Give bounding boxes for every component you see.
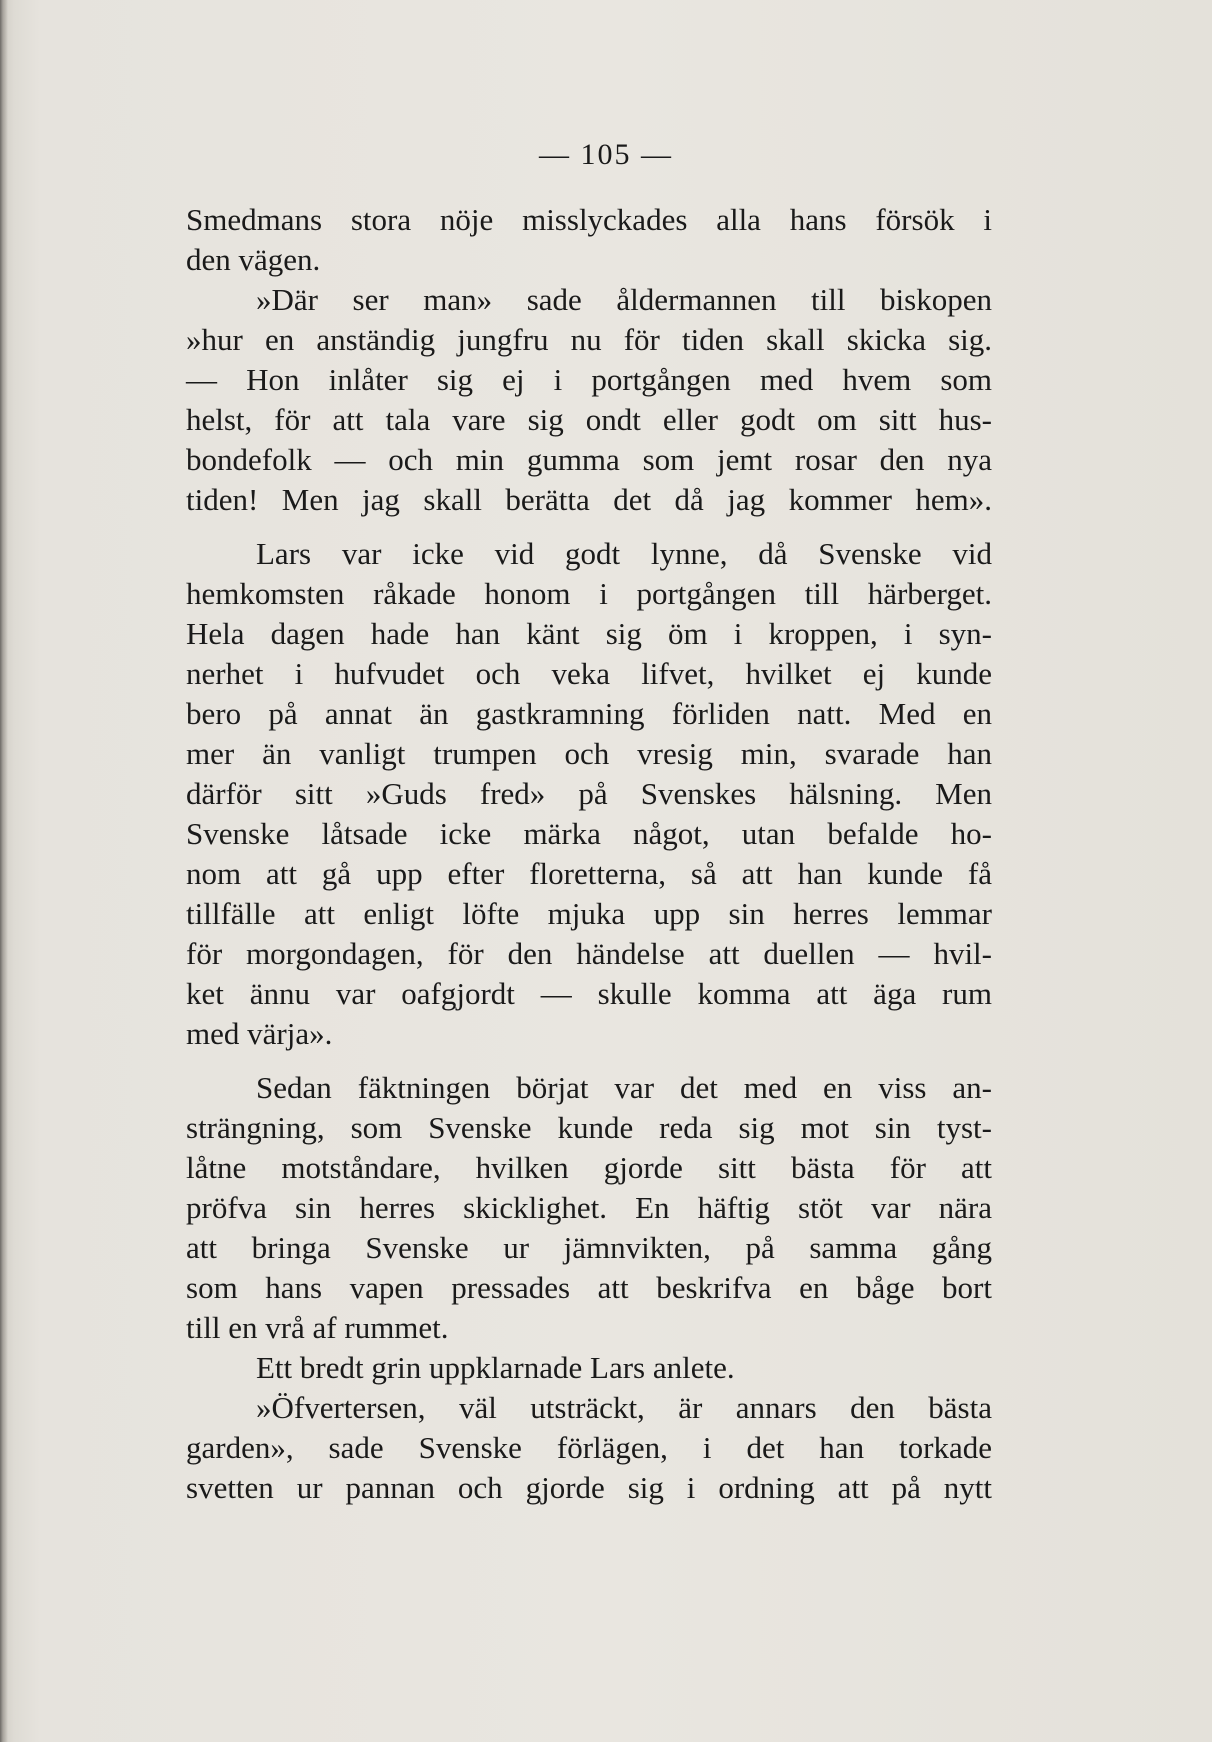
text-line: helst, för att tala vare sig ondt eller godt om sitt hus- (186, 402, 992, 437)
text-line: Smedmans stora nöje misslyckades alla hans försök i (186, 202, 992, 237)
text-line: svetten ur pannan och gjorde sig i ordning att på nytt (186, 1470, 992, 1505)
text-line: »hur en anständig jungfru nu för tiden skall skicka sig. (186, 322, 992, 357)
text-line: nerhet i hufvudet och veka lifvet, hvilket ej kunde (186, 656, 992, 691)
text-line: tiden! Men jag skall berätta det då jag kommer hem». (186, 482, 992, 517)
text-line: Lars var icke vid godt lynne, då Svenske vid (256, 536, 992, 571)
text-line: nom att gå upp efter floretterna, så att han kunde få (186, 856, 992, 891)
text-line: bero på annat än gastkramning förliden natt. Med en (186, 696, 992, 731)
text-line: med värja». (186, 1016, 333, 1051)
text-line: »Öfvertersen, väl utsträckt, är annars den bästa (256, 1390, 992, 1425)
text-line: som hans vapen pressades att beskrifva en båge bort (186, 1270, 992, 1305)
text-line: hemkomsten råkade honom i portgången till härberget. (186, 576, 992, 611)
text-line: därför sitt »Guds fred» på Svenskes hälsning. Men (186, 776, 992, 811)
paragraph (186, 1348, 992, 1388)
text-line: Hela dagen hade han känt sig öm i kroppen, i syn- (186, 616, 992, 651)
text-line: bondefolk — och min gumma som jemt rosar den nya (186, 442, 992, 477)
text-line: »Där ser man» sade åldermannen till biskopen (256, 282, 992, 317)
text-line: Sedan fäktningen börjat var det med en viss an- (256, 1070, 992, 1105)
text-line: Svenske låtsade icke märka något, utan befalde ho- (186, 816, 992, 851)
binding-gutter (0, 0, 8, 1742)
paragraph (186, 280, 992, 520)
paragraph (186, 1068, 992, 1348)
body-text (186, 200, 992, 1508)
paragraph (186, 200, 992, 280)
paragraph (186, 534, 992, 1054)
text-line: Ett bredt grin uppklarnade Lars anlete. (256, 1350, 735, 1385)
text-line: till en vrå af rummet. (186, 1310, 449, 1345)
text-line: garden», sade Svenske förlägen, i det han torkade (186, 1430, 992, 1465)
text-line: — Hon inlåter sig ej i portgången med hvem som (186, 362, 992, 397)
text-line: tillfälle att enligt löfte mjuka upp sin herres lemmar (186, 896, 992, 931)
text-line: strängning, som Svenske kunde reda sig mot sin tyst- (186, 1110, 992, 1145)
text-line: ket ännu var oafgjordt — skulle komma att äga rum (186, 976, 992, 1011)
text-line: den vägen. (186, 242, 321, 277)
paragraph (186, 1388, 992, 1508)
text-line: att bringa Svenske ur jämnvikten, på samma gång (186, 1230, 992, 1265)
text-line: låtne motståndare, hvilken gjorde sitt bästa för att (186, 1150, 992, 1185)
page-number: — 105 — (539, 138, 673, 171)
text-line: pröfva sin herres skicklighet. En häftig stöt var nära (186, 1190, 992, 1225)
text-line: för morgondagen, för den händelse att duellen — hvil- (186, 936, 992, 971)
paragraph-spacing (186, 1054, 992, 1068)
text-line: mer än vanligt trumpen och vresig min, svarade han (186, 736, 992, 771)
paragraph-spacing (186, 520, 992, 534)
